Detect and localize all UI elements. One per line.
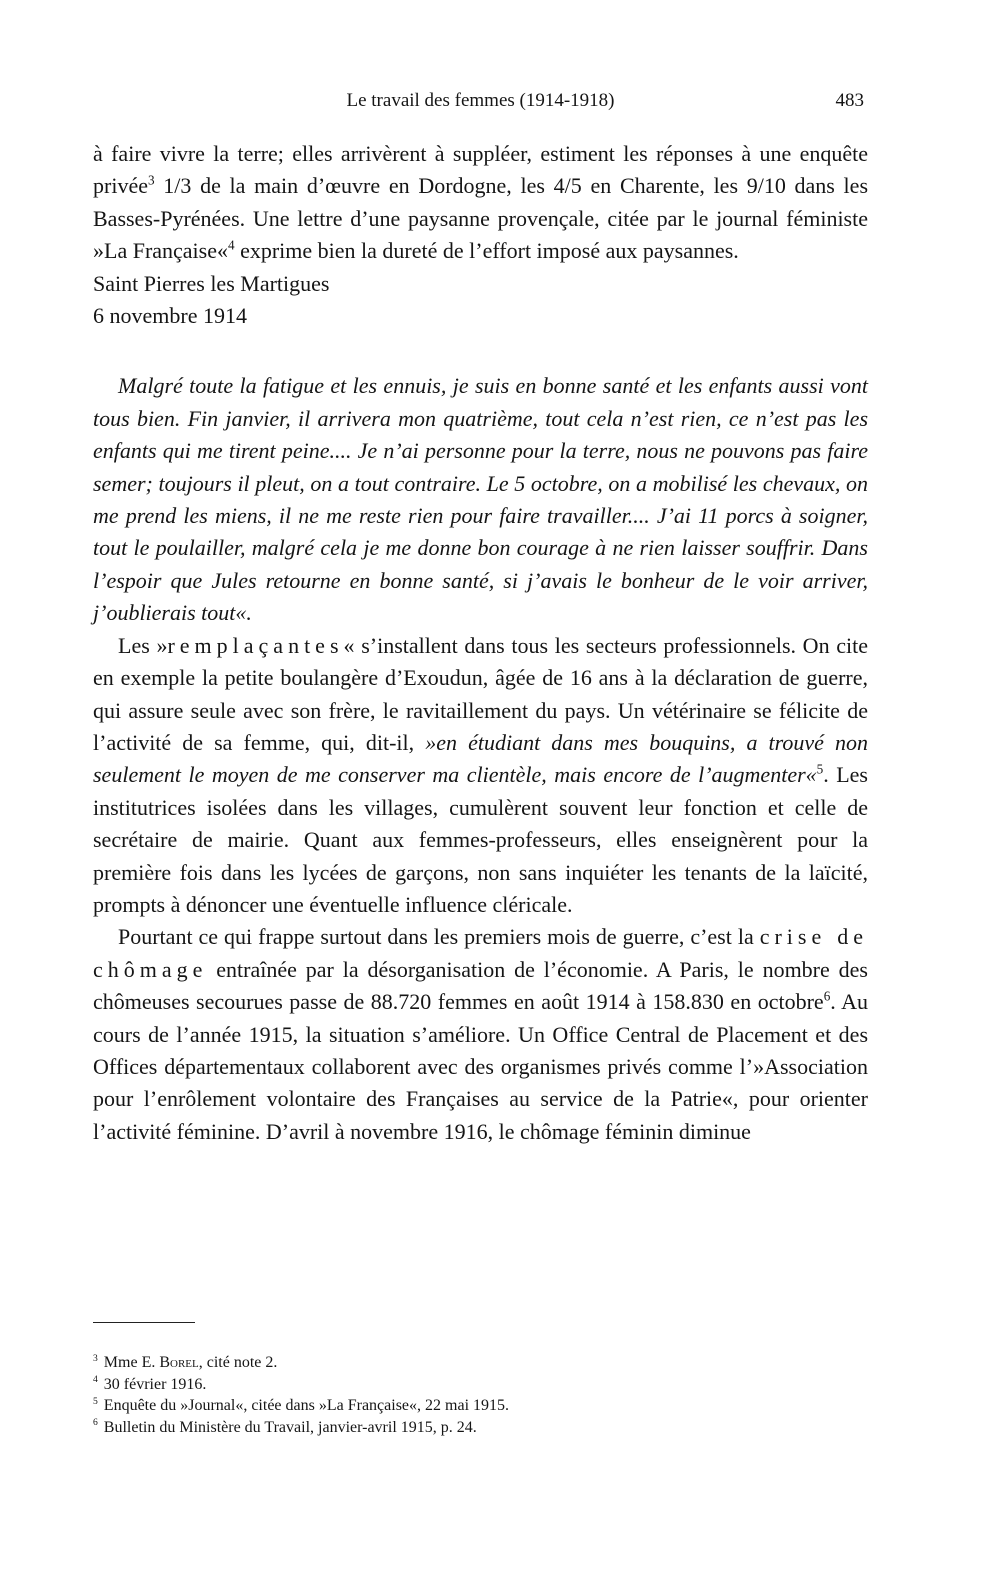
footnote-ref-3: 3 [147,173,155,189]
letter-dateline [93,268,868,333]
body-text [93,138,868,1148]
running-title: Le travail des femmes (1914-1918) [346,90,615,111]
running-head [93,88,868,114]
footnote-ref-5: 5 [816,761,824,777]
book-page [93,0,868,1569]
paragraph-1: à faire vivre la terre; elles arrivèrent à suppléer, estiment les réponses à une enquête privée$^3$ 1/3 de la main d’œuvre en Dordogne, les 4/5 en Charente, les 9/10 dans les Basses-Pyrénées. Une lettre d’une paysanne provençale, citée par le journal féministe »La Française«$^4$ exprime bien la dureté de l’effort imposé aux paysannes. [93,141,868,264]
footnote: $^6$ Bulletin du Ministère du Travail, janvier-avril 1915, p. 24. [93,1417,477,1436]
footnote: $^4$ 30 février 1916. [93,1374,207,1393]
footnote: $^5$ Enquête du »Journal«, citée dans »La Française«, 22 mai 1915. [93,1395,510,1414]
paragraph-2: Les »remplaçantes« s’installent dans tous les secteurs professionnels. On cite en exemple la petite boulangère d’Exoudun, âgée de 16 ans à la déclaration de guerre, qui assure seule avec son frère, le ravitaillement du pays. Un vétérinaire se félicite de l’activité de sa femme, qui, dit-il, »en étudiant dans mes bouquins, a trouvé non seulement le moyen de me conserver ma clientèle, mais encore de l’augmenter«$^5$. Les institutrices isolées dans les villages, cumulèrent souvent leur fonction et celle de secrétaire de mairie. Quant aux femmes-professeurs, elles enseignèrent pour la première fois dans les lycées de garçons, non sans inquiéter les tenants de la laïcité, prompts à dénoncer une éventuelle influence cléricale. [93,632,869,917]
paragraph-3: Pourtant ce qui frappe surtout dans les premiers mois de guerre, c’est la crise de chômage entraînée par la désorganisation de l’économie. A Paris, le nombre des chômeuses secourues passe de 88.720 femmes en août 1914 à 158.830 en octobre$^6$. Au cours de l’année 1915, la situation s’améliore. Un Office Central de Placement et des Offices départementaux collaborent avec des organismes privés comme l’»Association pour l’enrôlement volontaire des Françaises au service de la Patrie«, pour orienter l’activité féminine. D’avril à novembre 1916, le chômage féminin diminue [93,924,869,1144]
footnote: $^3$ Mme E. Borel, cité note 2. [93,1352,278,1371]
dateline-date: 6 novembre 1914 [93,303,247,329]
spaced-term: crise de chômage [93,924,869,982]
page-number: 483 [835,90,864,111]
footnote-ref-6: 6 [823,988,831,1004]
footnotes [93,1352,868,1438]
footnote-ref-4: 4 [228,237,235,253]
dateline-place: Saint Pierres les Martigues [93,270,330,296]
footnote-divider [93,1322,195,1323]
spaced-term: remplaçantes [167,632,344,658]
quoted-letter: Malgré toute la fatigue et les ennuis, je suis en bonne santé et les enfants aussi vont tous bien. Fin janvier, il arrivera mon quatrième, tout cela n’est rien, ce n’est pas les enfants qui me tirent peine.... Je n’ai personne pour la terre, nous ne pouvons pas faire semer; toujours il pleut, on a tout contraire. Le 5 octobre, on a mobilisé les chevaux, on me prend les miens, il ne me reste rien pour faire travailler.... J’ai 11 porcs à soigner, tout le poulailler, malgré cela je me donne bon courage à ne rien laisser souffrir. Dans l’espoir que Jules retourne en bonne santé, si j’avais le bonheur de le voir arriver, j’oublierais tout«. [93,373,868,626]
veterinarian-quote: »en étudiant dans mes bouquins, a trouvé non seulement le moyen de me conserver ma clientèle, mais encore de l’augmenter« [93,729,869,788]
